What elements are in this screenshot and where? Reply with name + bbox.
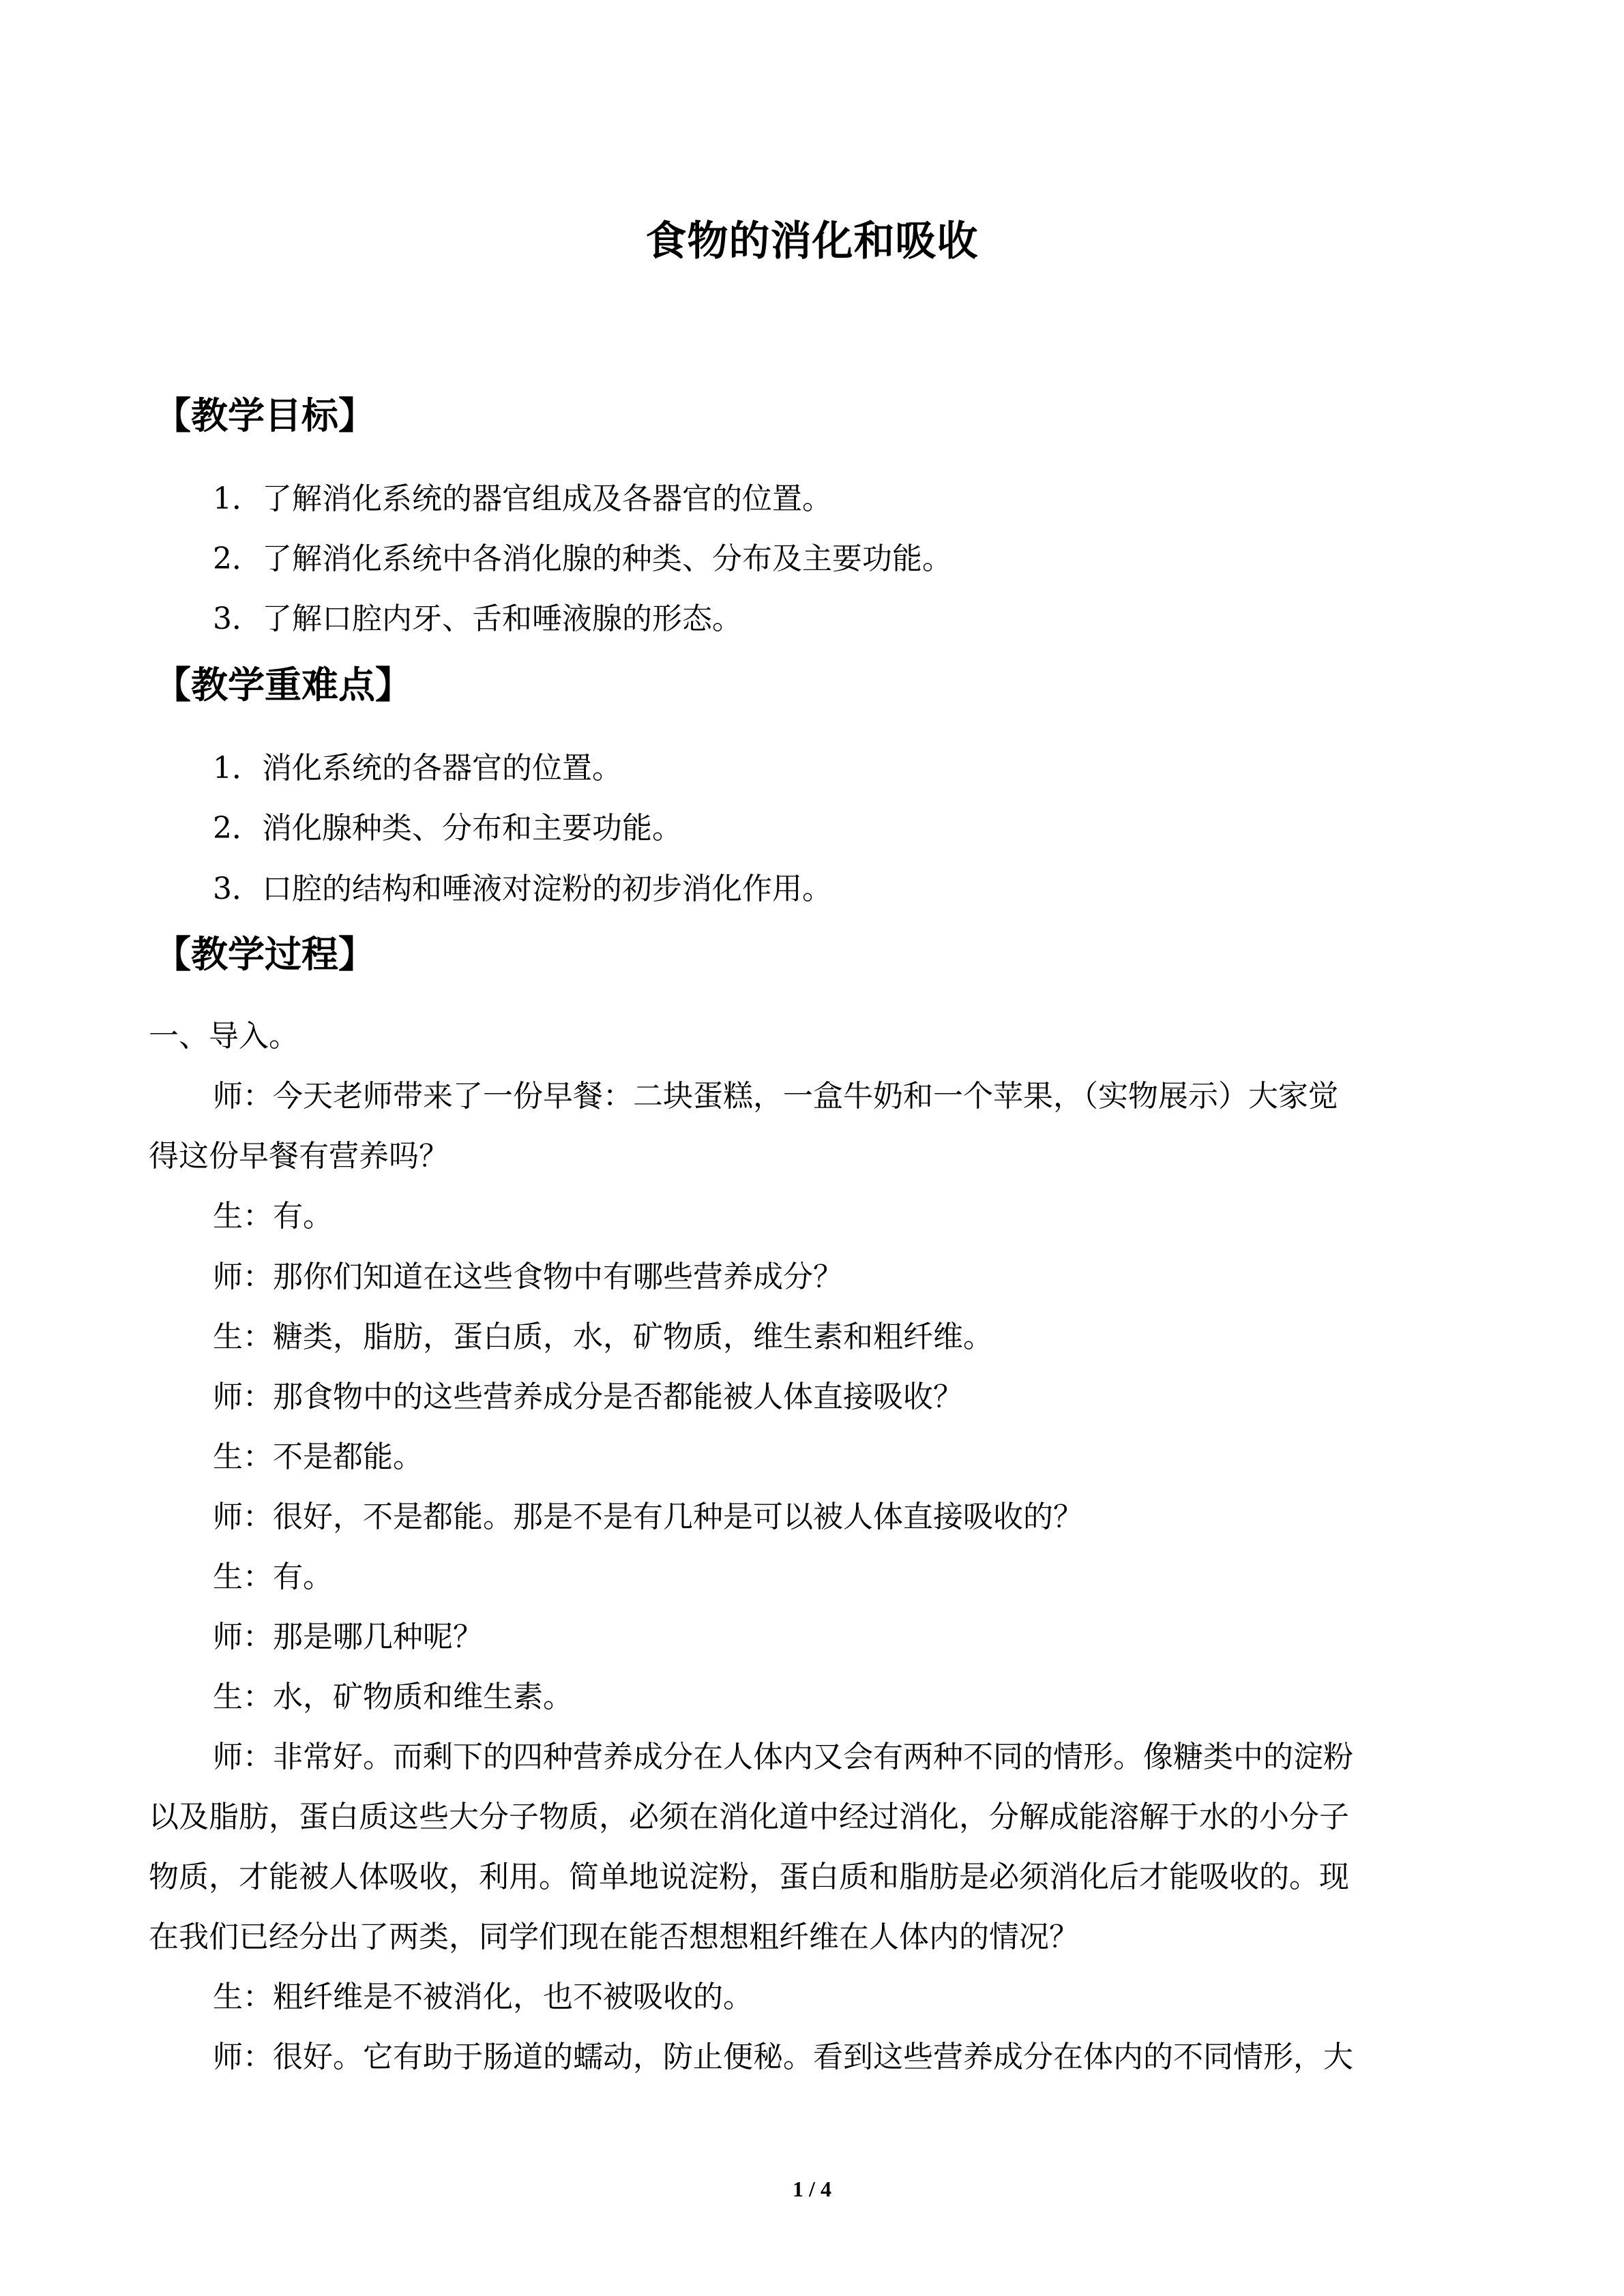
- dialogue-line: 师：今天老师带来了一份早餐：二块蛋糕，一盒牛奶和一个苹果，（实物展示）大家觉: [213, 1079, 1338, 1114]
- dialogue-line: 在我们已经分出了两类，同学们现在能否想想粗纤维在人体内的情况？: [149, 1920, 1079, 1954]
- process-heading: 【教学过程】: [154, 933, 375, 976]
- dialogue-line: 生：粗纤维是不被消化，也不被吸收的。: [213, 1980, 753, 2014]
- dialogue-line: 得这份早餐有营养吗？: [149, 1139, 449, 1174]
- dialogue-line: 生：有。: [213, 1560, 333, 1594]
- dialogue-line: 生：糖类，脂肪，蛋白质，水，矿物质，维生素和粗纤维。: [213, 1320, 993, 1354]
- dialogue-line: 以及脂肪，蛋白质这些大分子物质，必须在消化道中经过消化，分解成能溶解于水的小分子: [149, 1800, 1349, 1834]
- key-points-heading: 【教学重难点】: [154, 664, 412, 706]
- dialogue-line: 生：水，矿物质和维生素。: [213, 1680, 573, 1714]
- dialogue-line: 生：不是都能。: [213, 1440, 423, 1474]
- objective-item: 3．了解口腔内牙、舌和唾液腺的形态。: [213, 601, 742, 636]
- key-point-item: 1．消化系统的各器官的位置。: [213, 751, 622, 786]
- dialogue-line: 师：很好，不是都能。那是不是有几种是可以被人体直接吸收的？: [213, 1500, 1083, 1534]
- objectives-heading: 【教学目标】: [154, 394, 375, 437]
- document-title: 食物的消化和吸收: [645, 218, 979, 265]
- objective-item: 1．了解消化系统的器官组成及各器官的位置。: [213, 481, 832, 516]
- page-number: 1 / 4: [793, 2177, 831, 2201]
- key-point-item: 3．口腔的结构和唾液对淀粉的初步消化作用。: [213, 871, 832, 906]
- objective-item: 2．了解消化系统中各消化腺的种类、分布及主要功能。: [213, 541, 952, 576]
- dialogue-line: 师：那是哪几种呢？: [213, 1620, 483, 1654]
- process-subheading: 一、导入。: [149, 1019, 299, 1054]
- key-point-item: 2．消化腺种类、分布和主要功能。: [213, 811, 682, 846]
- dialogue-line: 师：很好。它有助于肠道的蠕动，防止便秘。看到这些营养成分在体内的不同情形，大: [213, 2040, 1353, 2074]
- dialogue-line: 师：那食物中的这些营养成分是否都能被人体直接吸收？: [213, 1380, 963, 1414]
- dialogue-line: 物质，才能被人体吸收，利用。简单地说淀粉，蛋白质和脂肪是必须消化后才能吸收的。现: [149, 1860, 1349, 1894]
- dialogue-line: 生：有。: [213, 1199, 333, 1234]
- dialogue-line: 师：非常好。而剩下的四种营养成分在人体内又会有两种不同的情形。像糖类中的淀粉: [213, 1740, 1353, 1774]
- dialogue-line: 师：那你们知道在这些食物中有哪些营养成分？: [213, 1259, 843, 1294]
